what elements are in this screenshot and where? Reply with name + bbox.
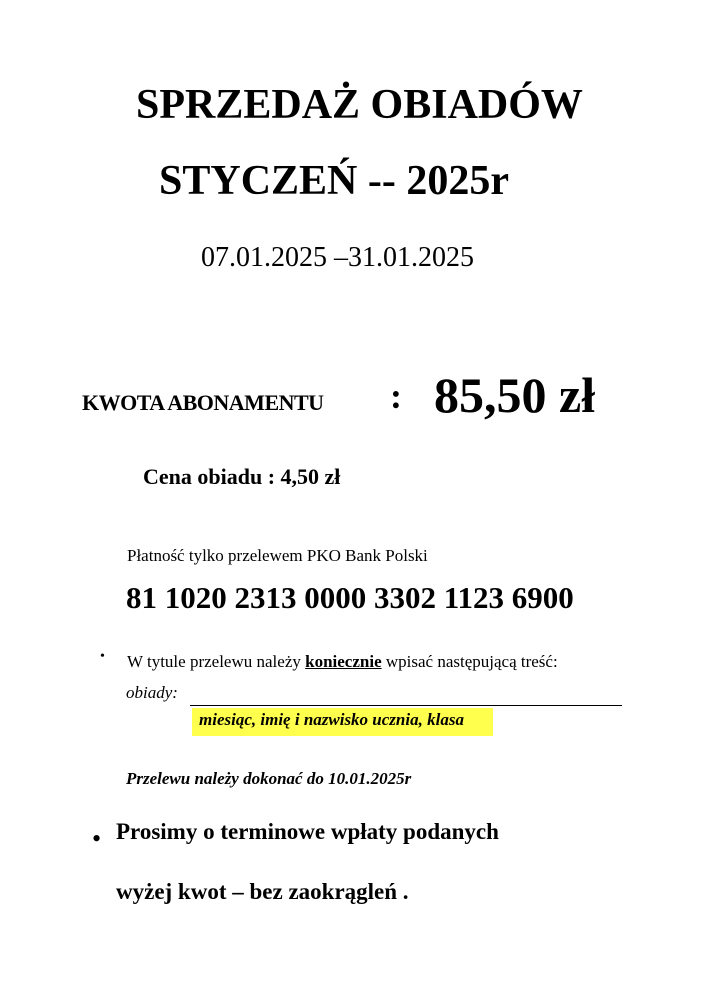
payment-note: Płatność tylko przelewem PKO Bank Polski — [127, 546, 428, 565]
fill-in-line — [190, 705, 622, 706]
closing-line-1: Prosimy o terminowe wpłaty podanych — [116, 819, 499, 844]
bank-account-number: 81 1020 2313 0000 3302 1123 6900 — [126, 580, 574, 615]
transfer-field-label: obiady: — [126, 683, 178, 702]
transfer-field-hint: miesiąc, imię i nazwisko ucznia, klasa — [199, 710, 464, 729]
transfer-title-instruction — [127, 653, 558, 670]
transfer-text-after: wpisać następującą treść: — [381, 652, 558, 671]
meal-price: Cena obiadu : 4,50 zł — [143, 464, 341, 489]
payment-deadline: Przelewu należy dokonać do 10.01.2025r — [126, 769, 412, 788]
title-line-2: STYCZEŃ -- 2025r — [159, 158, 510, 204]
closing-line-2: wyżej kwot – bez zaokrągleń . — [116, 879, 409, 904]
title-line-1: SPRZEDAŻ OBIADÓW — [136, 82, 583, 128]
date-range: 07.01.2025 –31.01.2025 — [201, 242, 474, 273]
transfer-text-before: W tytule przelewu należy — [127, 652, 306, 671]
subscription-colon: : — [390, 376, 402, 416]
transfer-text-emphasis: koniecznie — [305, 652, 382, 671]
subscription-amount: 85,50 zł — [434, 367, 596, 423]
bullet-icon: • — [100, 649, 105, 664]
bullet-icon: • — [92, 824, 102, 853]
subscription-label: KWOTA ABONAMENTU — [82, 390, 324, 415]
